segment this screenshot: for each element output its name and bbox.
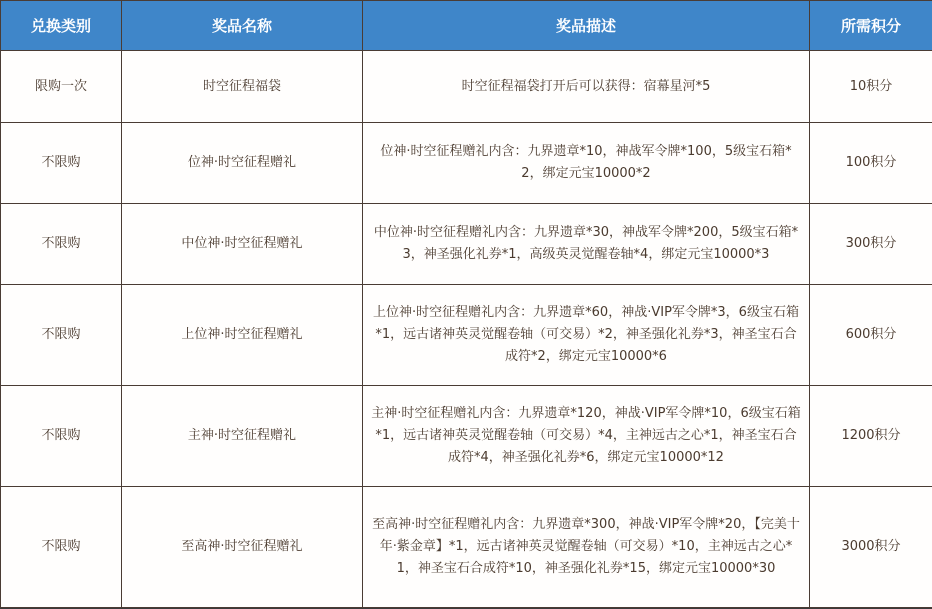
table-row [1,386,932,487]
header-prize-name: 奖品名称 [122,1,363,51]
cell-prize-description: 位神·时空征程赠礼内含：九界遗章*10，神战军令牌*100，5级宝石箱*2，绑定元宝10000*2 [363,123,810,204]
cell-prize-name: 中位神·时空征程赠礼 [122,204,363,285]
cell-prize-description: 至高神·时空征程赠礼内含：九界遗章*300，神战·VIP军令牌*20，【完美十年·紫金章】*1，远古诸神英灵觉醒卷轴（可交易）*10，主神远古之心*1，神圣宝石合成符*10，神圣强化礼券*15，绑定元宝10000*30 [363,487,810,608]
cell-category: 不限购 [1,204,122,285]
cell-prize-name: 时空征程福袋 [122,51,363,123]
cell-category: 限购一次 [1,51,122,123]
cell-prize-description: 主神·时空征程赠礼内含：九界遗章*120，神战·VIP军令牌*10，6级宝石箱*1，远古诸神英灵觉醒卷轴（可交易）*4，主神远古之心*1，神圣宝石合成符*4，神圣强化礼券*6，绑定元宝10000*12 [363,386,810,487]
table-row [1,285,932,386]
table-row [1,487,932,608]
cell-points: 10积分 [810,51,932,123]
cell-prize-description: 上位神·时空征程赠礼内含：九界遗章*60，神战·VIP军令牌*3，6级宝石箱*1，远古诸神英灵觉醒卷轴（可交易）*2，神圣强化礼券*3，神圣宝石合成符*2，绑定元宝10000*6 [363,285,810,386]
cell-category: 不限购 [1,285,122,386]
cell-points: 300积分 [810,204,932,285]
cell-points: 100积分 [810,123,932,204]
cell-points: 3000积分 [810,487,932,608]
cell-category: 不限购 [1,487,122,608]
cell-category: 不限购 [1,386,122,487]
header-prize-description: 奖品描述 [363,1,810,51]
table-row [1,51,932,123]
header-row [1,1,932,51]
table-row [1,204,932,285]
cell-prize-name: 至高神·时空征程赠礼 [122,487,363,608]
cell-points: 600积分 [810,285,932,386]
cell-prize-name: 上位神·时空征程赠礼 [122,285,363,386]
cell-category: 不限购 [1,123,122,204]
cell-prize-name: 主神·时空征程赠礼 [122,386,363,487]
cell-prize-description: 时空征程福袋打开后可以获得：宿幕星河*5 [363,51,810,123]
header-points-required: 所需积分 [810,1,932,51]
cell-prize-description: 中位神·时空征程赠礼内含：九界遗章*30，神战军令牌*200，5级宝石箱*3，神圣强化礼券*1，高级英灵觉醒卷轴*4，绑定元宝10000*3 [363,204,810,285]
header-category: 兑换类别 [1,1,122,51]
cell-points: 1200积分 [810,386,932,487]
table-row [1,123,932,204]
cell-prize-name: 位神·时空征程赠礼 [122,123,363,204]
